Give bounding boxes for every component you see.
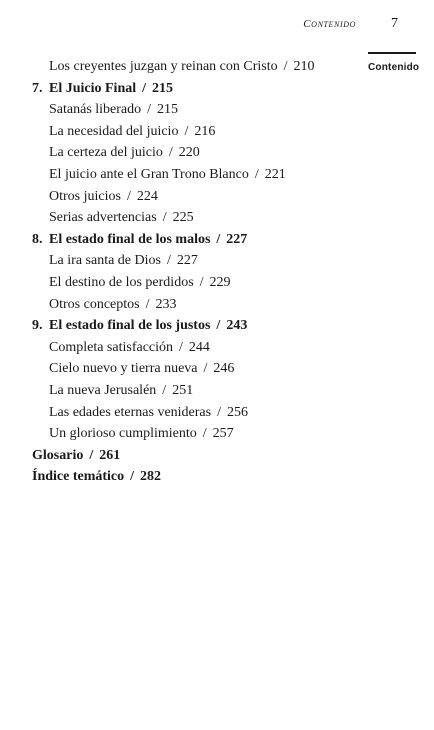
entry-title: Las edades eternas venideras: [49, 404, 212, 420]
toc-entry: [32, 358, 362, 380]
entry-title: Cielo nuevo y tierra nueva: [49, 361, 198, 377]
entry-title: Índice temático: [32, 469, 125, 485]
entry-page: 220: [178, 145, 200, 161]
entry-page: 233: [155, 296, 177, 312]
page-separator: /: [217, 404, 221, 420]
entry-title: La necesidad del juicio: [49, 123, 179, 139]
page-separator: /: [283, 59, 288, 74]
table-of-contents: [32, 56, 362, 488]
entry-page: 225: [172, 210, 194, 226]
page-separator: /: [166, 253, 171, 269]
running-head: [0, 16, 434, 36]
page-separator: /: [130, 469, 135, 485]
entry-title: Glosario: [32, 447, 84, 463]
page-separator: /: [203, 361, 208, 377]
toc-entry: [32, 272, 362, 294]
page-separator: /: [199, 274, 204, 290]
chapter-number: 9.: [32, 318, 43, 334]
toc-entry: [32, 142, 362, 164]
entry-title: El juicio ante el Gran Trono Blanco: [49, 166, 249, 182]
page-separator: /: [168, 145, 173, 161]
entry-title: Otros juicios: [49, 188, 121, 204]
toc-entry: [32, 207, 362, 229]
entry-title: El estado final de los malos: [49, 231, 211, 247]
toc-chapter: [32, 229, 362, 251]
page-separator: /: [147, 102, 152, 118]
toc-entry: [32, 250, 362, 272]
page-separator: /: [145, 296, 150, 312]
entry-page: 261: [99, 447, 121, 463]
entry-title: La ira santa de Dios: [49, 253, 161, 269]
page-separator: /: [254, 166, 259, 182]
toc-section: [32, 445, 362, 467]
page-separator: /: [162, 382, 167, 398]
entry-page: 251: [172, 382, 194, 398]
entry-title: La nueva Jerusalén: [49, 382, 157, 398]
entry-title: El Juicio Final: [49, 80, 137, 96]
entry-page: 224: [136, 188, 158, 204]
entry-page: 256: [226, 404, 248, 420]
entry-page: 210: [293, 59, 315, 74]
chapter-number: 7.: [32, 80, 43, 96]
toc-entry: [32, 99, 362, 121]
chapter-number: 8.: [32, 231, 43, 247]
toc-entry: [32, 186, 362, 208]
toc-entry: [32, 121, 362, 143]
entry-page: 229: [209, 274, 231, 290]
side-tab: [368, 52, 420, 73]
toc-entry: [32, 423, 362, 445]
toc-entry: [32, 164, 362, 186]
toc-entry: [32, 56, 362, 78]
entry-title: Serias advertencias: [49, 210, 157, 226]
entry-title: Satanás liberado: [49, 102, 142, 118]
toc-entry: [32, 337, 362, 359]
toc-section: [32, 466, 362, 488]
toc-chapter: [32, 315, 362, 337]
entry-title: La certeza del juicio: [49, 145, 163, 161]
entry-title: Los creyentes juzgan y reinan con Cristo: [49, 59, 278, 74]
entry-title: Otros conceptos: [49, 296, 140, 312]
entry-page: 282: [140, 469, 162, 485]
entry-page: 215: [152, 80, 174, 96]
page-number: 7: [391, 16, 398, 31]
entry-title: Un glorioso cumplimiento: [49, 426, 197, 442]
entry-page: 221: [264, 166, 286, 182]
entry-page: 257: [212, 426, 234, 442]
entry-page: 227: [176, 253, 198, 269]
entry-page: 216: [194, 123, 216, 139]
entry-page: 215: [157, 102, 179, 118]
toc-chapter: [32, 78, 362, 100]
page-separator: /: [89, 447, 94, 463]
side-tab-label: Contenido: [368, 62, 420, 73]
toc-entry: [32, 380, 362, 402]
entry-title: El destino de los perdidos: [49, 274, 194, 290]
entry-page: 227: [226, 231, 248, 247]
entry-page: 244: [188, 339, 210, 355]
page-separator: /: [142, 80, 147, 96]
page-separator: /: [126, 188, 131, 204]
page-separator: /: [202, 426, 207, 442]
entry-title: El estado final de los justos: [49, 318, 211, 334]
page-separator: /: [216, 231, 221, 247]
page-separator: /: [179, 339, 183, 355]
entry-page: 243: [226, 318, 248, 334]
toc-entry: [32, 402, 362, 424]
side-tab-rule: [368, 52, 416, 54]
page-separator: /: [162, 210, 167, 226]
entry-title: Completa satisfacción: [49, 339, 174, 355]
running-title: Contenido: [303, 18, 356, 30]
entry-page: 246: [213, 361, 235, 377]
toc-entry: [32, 294, 362, 316]
page-separator: /: [184, 123, 189, 139]
page-separator: /: [216, 318, 221, 334]
